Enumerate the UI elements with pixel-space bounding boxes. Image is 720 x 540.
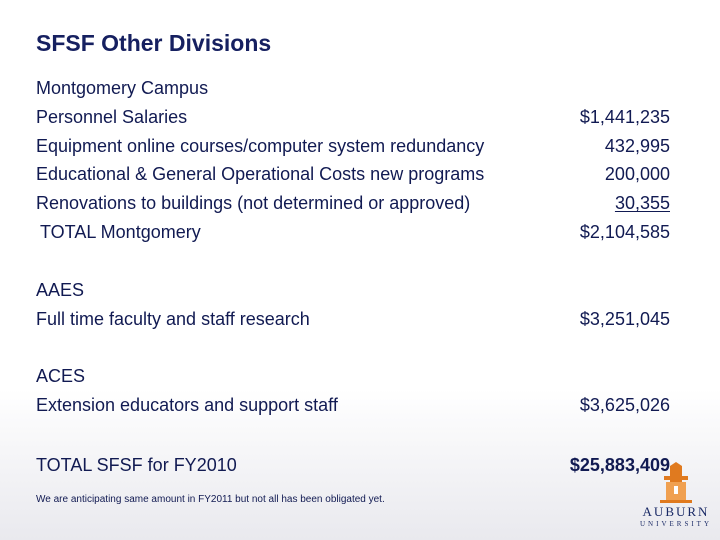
line-item-row <box>36 133 670 159</box>
grand-total-row <box>36 452 670 478</box>
line-item-row <box>36 392 670 418</box>
line-item-value: 200,000 <box>604 164 670 184</box>
line-item-label: Educational & General Operational Costs new programs <box>36 164 485 184</box>
line-item-value: 432,995 <box>604 136 670 156</box>
montgomery-heading-row <box>36 75 670 101</box>
grand-total-label: TOTAL SFSF for FY2010 <box>36 455 237 475</box>
montgomery-total-row <box>36 219 670 245</box>
line-item-label: Full time faculty and staff research <box>36 309 310 329</box>
slide-title: SFSF Other Divisions <box>36 30 272 56</box>
line-item-label: Extension educators and support staff <box>36 395 338 415</box>
line-item-value: $3,251,045 <box>579 309 670 329</box>
aaes-heading-row <box>36 277 670 303</box>
grand-total-value: $25,883,409 <box>569 455 670 475</box>
line-item-row <box>36 161 670 187</box>
montgomery-total-value: $2,104,585 <box>579 222 670 242</box>
logo-wordmark: AUBURN <box>642 504 710 519</box>
section-heading-aces: ACES <box>36 366 86 386</box>
line-item-row <box>36 306 670 332</box>
line-item-label: Renovations to buildings (not determined or approved) <box>36 193 471 213</box>
line-item-row <box>36 190 670 216</box>
line-item-label: Equipment online courses/computer system redundancy <box>36 136 485 156</box>
section-heading-aaes: AAES <box>36 280 85 300</box>
line-item-value: $1,441,235 <box>579 107 670 127</box>
line-item-value: 30,355 <box>614 193 670 213</box>
line-item-row <box>36 104 670 130</box>
section-heading-montgomery: Montgomery Campus <box>36 78 209 98</box>
tower-emblem-icon <box>636 462 716 504</box>
line-item-value: $3,625,026 <box>579 395 670 415</box>
line-item-label: Personnel Salaries <box>36 107 188 127</box>
aces-heading-row <box>36 363 670 389</box>
footnote: We are anticipating same amount in FY2011 but not all has been obligated yet. <box>36 494 385 505</box>
montgomery-total-label: TOTAL Montgomery <box>40 222 201 242</box>
auburn-university-logo <box>636 462 716 536</box>
logo-subtitle: UNIVERSITY <box>640 520 712 528</box>
